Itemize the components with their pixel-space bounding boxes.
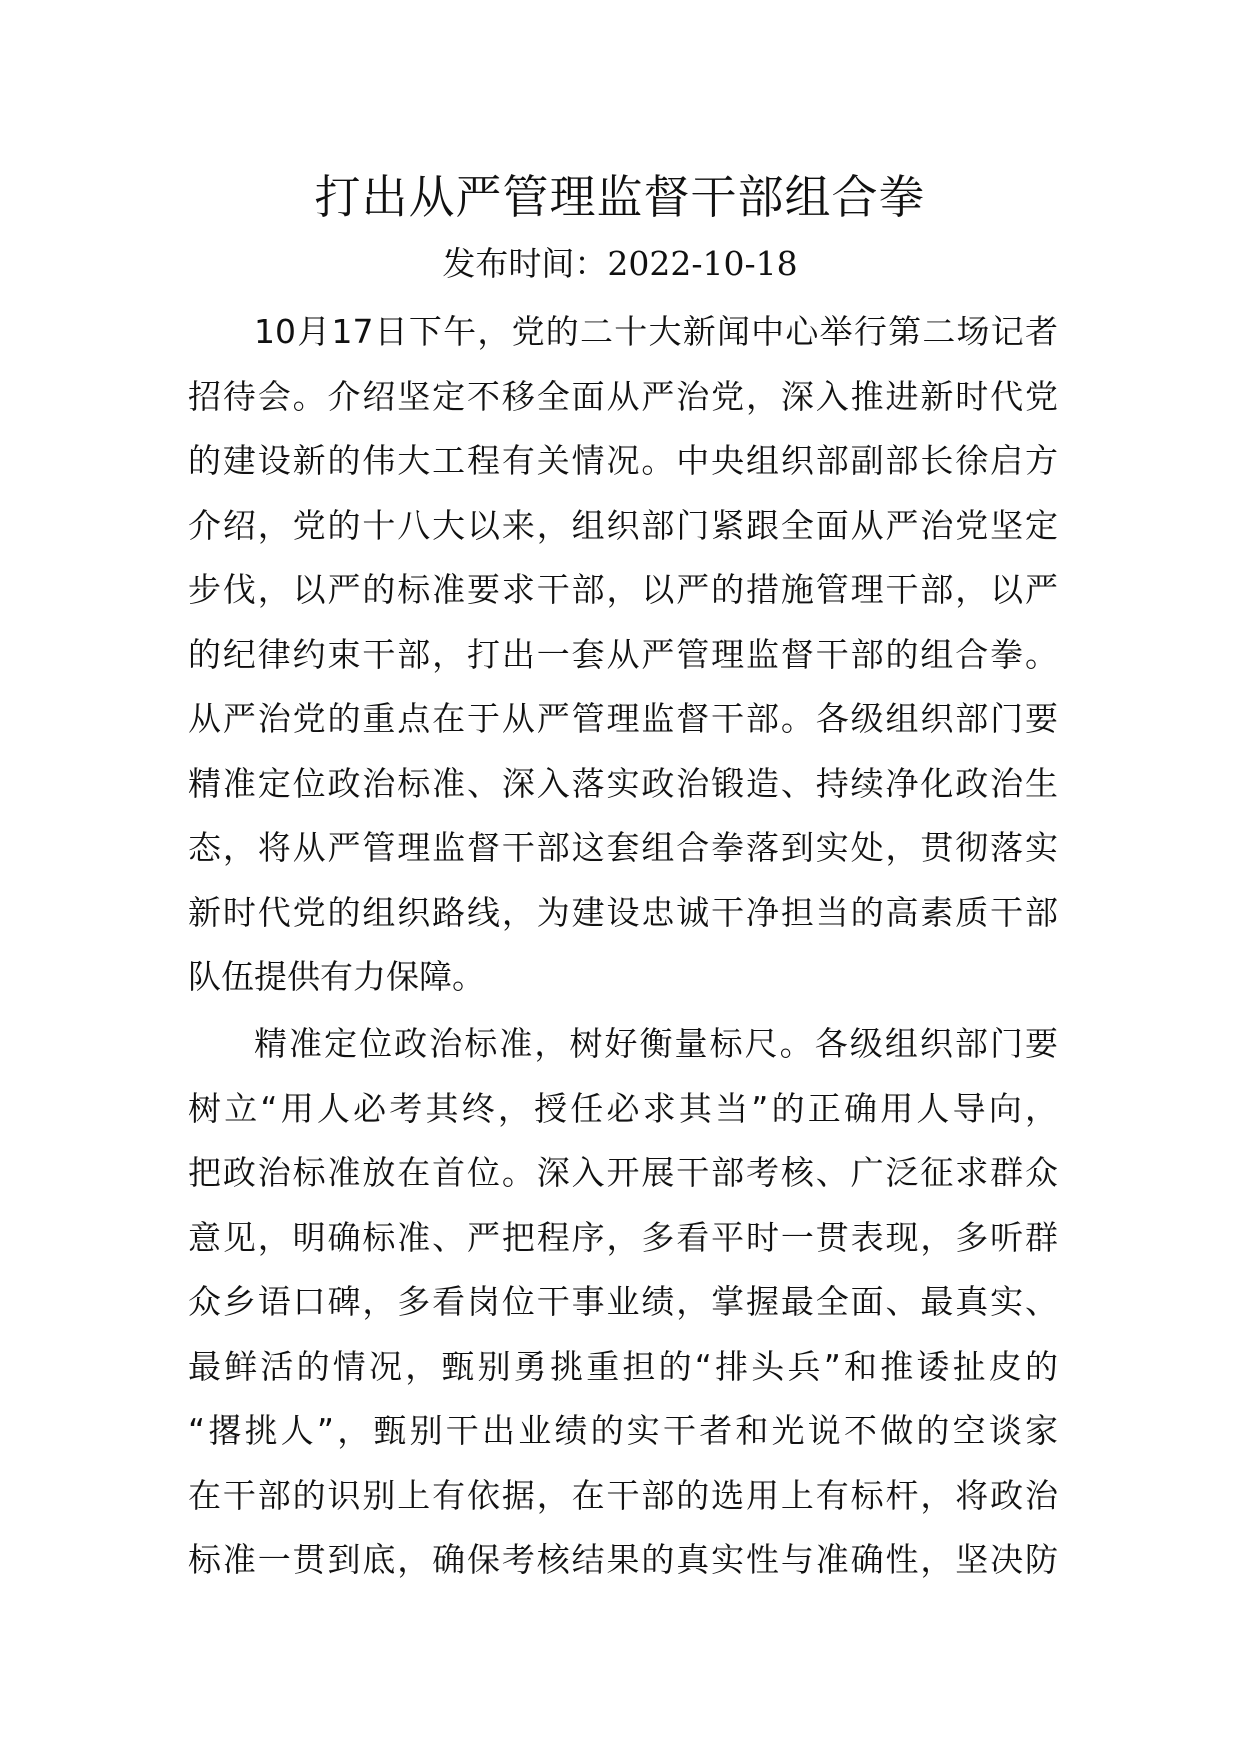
text-line: 最鲜活的情况，甄别勇挑重担的“排头兵”和推诿扯皮的 <box>188 1346 1058 1386</box>
text-line: 精准定位政治标准，树好衡量标尺。各级组织部门要 <box>254 1024 1058 1063</box>
text-line: 意见，明确标准、严把程序，多看平时一贯表现，多听群 <box>188 1217 1058 1257</box>
text-line: 步伐，以严的标准要求干部，以严的措施管理干部，以严 <box>188 570 1058 609</box>
text-line: 众乡语口碑，多看岗位干事业绩，掌握最全面、最真实、 <box>188 1282 1058 1321</box>
text-line: 的建设新的伟大工程有关情况。中央组织部副部长徐启方 <box>188 441 1058 480</box>
text-line: 把政治标准放在首位。深入开展干部考核、广泛征求群众 <box>188 1153 1058 1192</box>
text-line: 10月17日下午，党的二十大新闻中心举行第二场记者 <box>254 312 1058 351</box>
paragraph-2 <box>188 1012 1058 1593</box>
text-line: 标准一贯到底，确保考核结果的真实性与准确性，坚决防 <box>188 1540 1058 1579</box>
text-line: 队伍提供有力保障。 <box>188 957 485 996</box>
text-line: 在干部的识别上有依据，在干部的选用上有标杆，将政治 <box>188 1475 1058 1515</box>
text-line: 新时代党的组织路线，为建设忠诚干净担当的高素质干部 <box>188 892 1058 932</box>
text-line: 树立“用人必考其终，授任必求其当”的正确用人导向， <box>188 1088 1058 1128</box>
publish-date-label: 发布时间： <box>442 244 608 283</box>
text-line: 从严治党的重点在于从严管理监督干部。各级组织部门要 <box>188 699 1058 738</box>
paragraph-1 <box>188 300 1058 1010</box>
document-title: 打出从严管理监督干部组合拳 <box>314 170 926 224</box>
text-line: “撂挑人”，甄别干出业绩的实干者和光说不做的空谈家 <box>188 1411 1058 1450</box>
publish-date-value: 2022-10-18 <box>607 244 798 283</box>
text-line: 招待会。介绍坚定不移全面从严治党，深入推进新时代党 <box>188 376 1058 416</box>
text-line: 精准定位政治标准、深入落实政治锻造、持续净化政治生 <box>188 763 1058 803</box>
text-line: 态，将从严管理监督干部这套组合拳落到实处，贯彻落实 <box>188 828 1058 867</box>
publish-date <box>0 236 1240 292</box>
text-line: 的纪律约束干部，打出一套从严管理监督干部的组合拳。 <box>188 634 1058 674</box>
text-line: 介绍，党的十八大以来，组织部门紧跟全面从严治党坚定 <box>188 505 1058 545</box>
